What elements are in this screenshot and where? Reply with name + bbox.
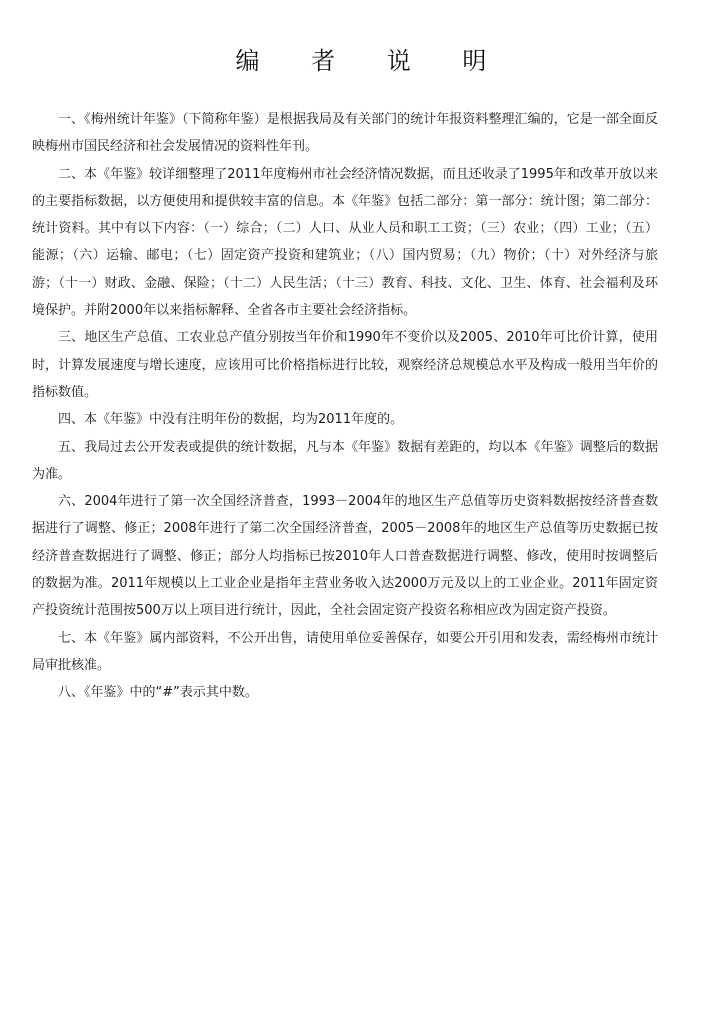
page-title: 编 者 说 明 [235, 47, 509, 75]
paragraph-5: 五、我局过去公开发表或提供的统计数据，凡与本《年鉴》数据有差距的，均以本《年鉴》调整后的数据为准。 [32, 439, 658, 482]
paragraph-7: 七、本《年鉴》属内部资料，不公开出售，请使用单位妥善保存，如要公开引用和发表，需经梅州市统计局审批核准。 [32, 630, 658, 673]
paragraph-1: 一、《梅州统计年鉴》（下简称年鉴）是根据我局及有关部门的统计年报资料整理汇编的，它是一部全面反映梅州市国民经济和社会发展情况的资料性年刊。 [32, 112, 658, 155]
paragraph-4: 四、本《年鉴》中没有注明年份的数据，均为2011年度的。 [58, 412, 404, 428]
paragraph-3: 三、地区生产总值、工农业总产值分别按当年价和1990年不变价以及2005、2010年可比价计算，使用时，计算发展速度与增长速度，应该用可比价格指标进行比较，观察经济总规模总水平及构成一般用当年价的指标数值。 [32, 330, 658, 400]
paragraph-6: 六、2004年进行了第一次全国经济普查，1993－2004年的地区生产总值等历史资料数据按经济普查数据进行了调整、修正；2008年进行了第二次全国经济普查，2005－2008年的地区生产总值等历史数据已按经济普查数据进行了调整、修正；部分人均指标已按2010年人口普查数据进行调整、修改，使用时按调整后的数据为准。2011年规模以上工业企业是指年主营业务收入达2000万元及以上的工业企业。2011年固定资产投资统计范围按500万以上项目进行统计，因此，全社会固定资产投资名称相应改为固定资产投资。 [32, 494, 658, 619]
paragraph-8: 八、《年鉴》中的“#”表示其中数。 [58, 685, 258, 701]
document-body [32, 106, 658, 707]
paragraph-2: 二、本《年鉴》较详细整理了2011年度梅州市社会经济情况数据，而且还收录了1995年和改革开放以来的主要指标数据，以方便使用和提供较丰富的信息。本《年鉴》包括二部分：第一部分：统计图；第二部分：统计资料。其中有以下内容：（一）综合；（二）人口、从业人员和职工工资；（三）农业；（四）工业；（五）能源；（六）运输、邮电；（七）固定资产投资和建筑业；（八）国内贸易；（九）物价；（十）对外经济与旅游；（十一）财政、金融、保险；（十二）人民生活；（十三）教育、科技、文化、卫生、体育、社会福利及环境保护。并附2000年以来指标解释、全省各市主要社会经济指标。 [32, 166, 658, 319]
